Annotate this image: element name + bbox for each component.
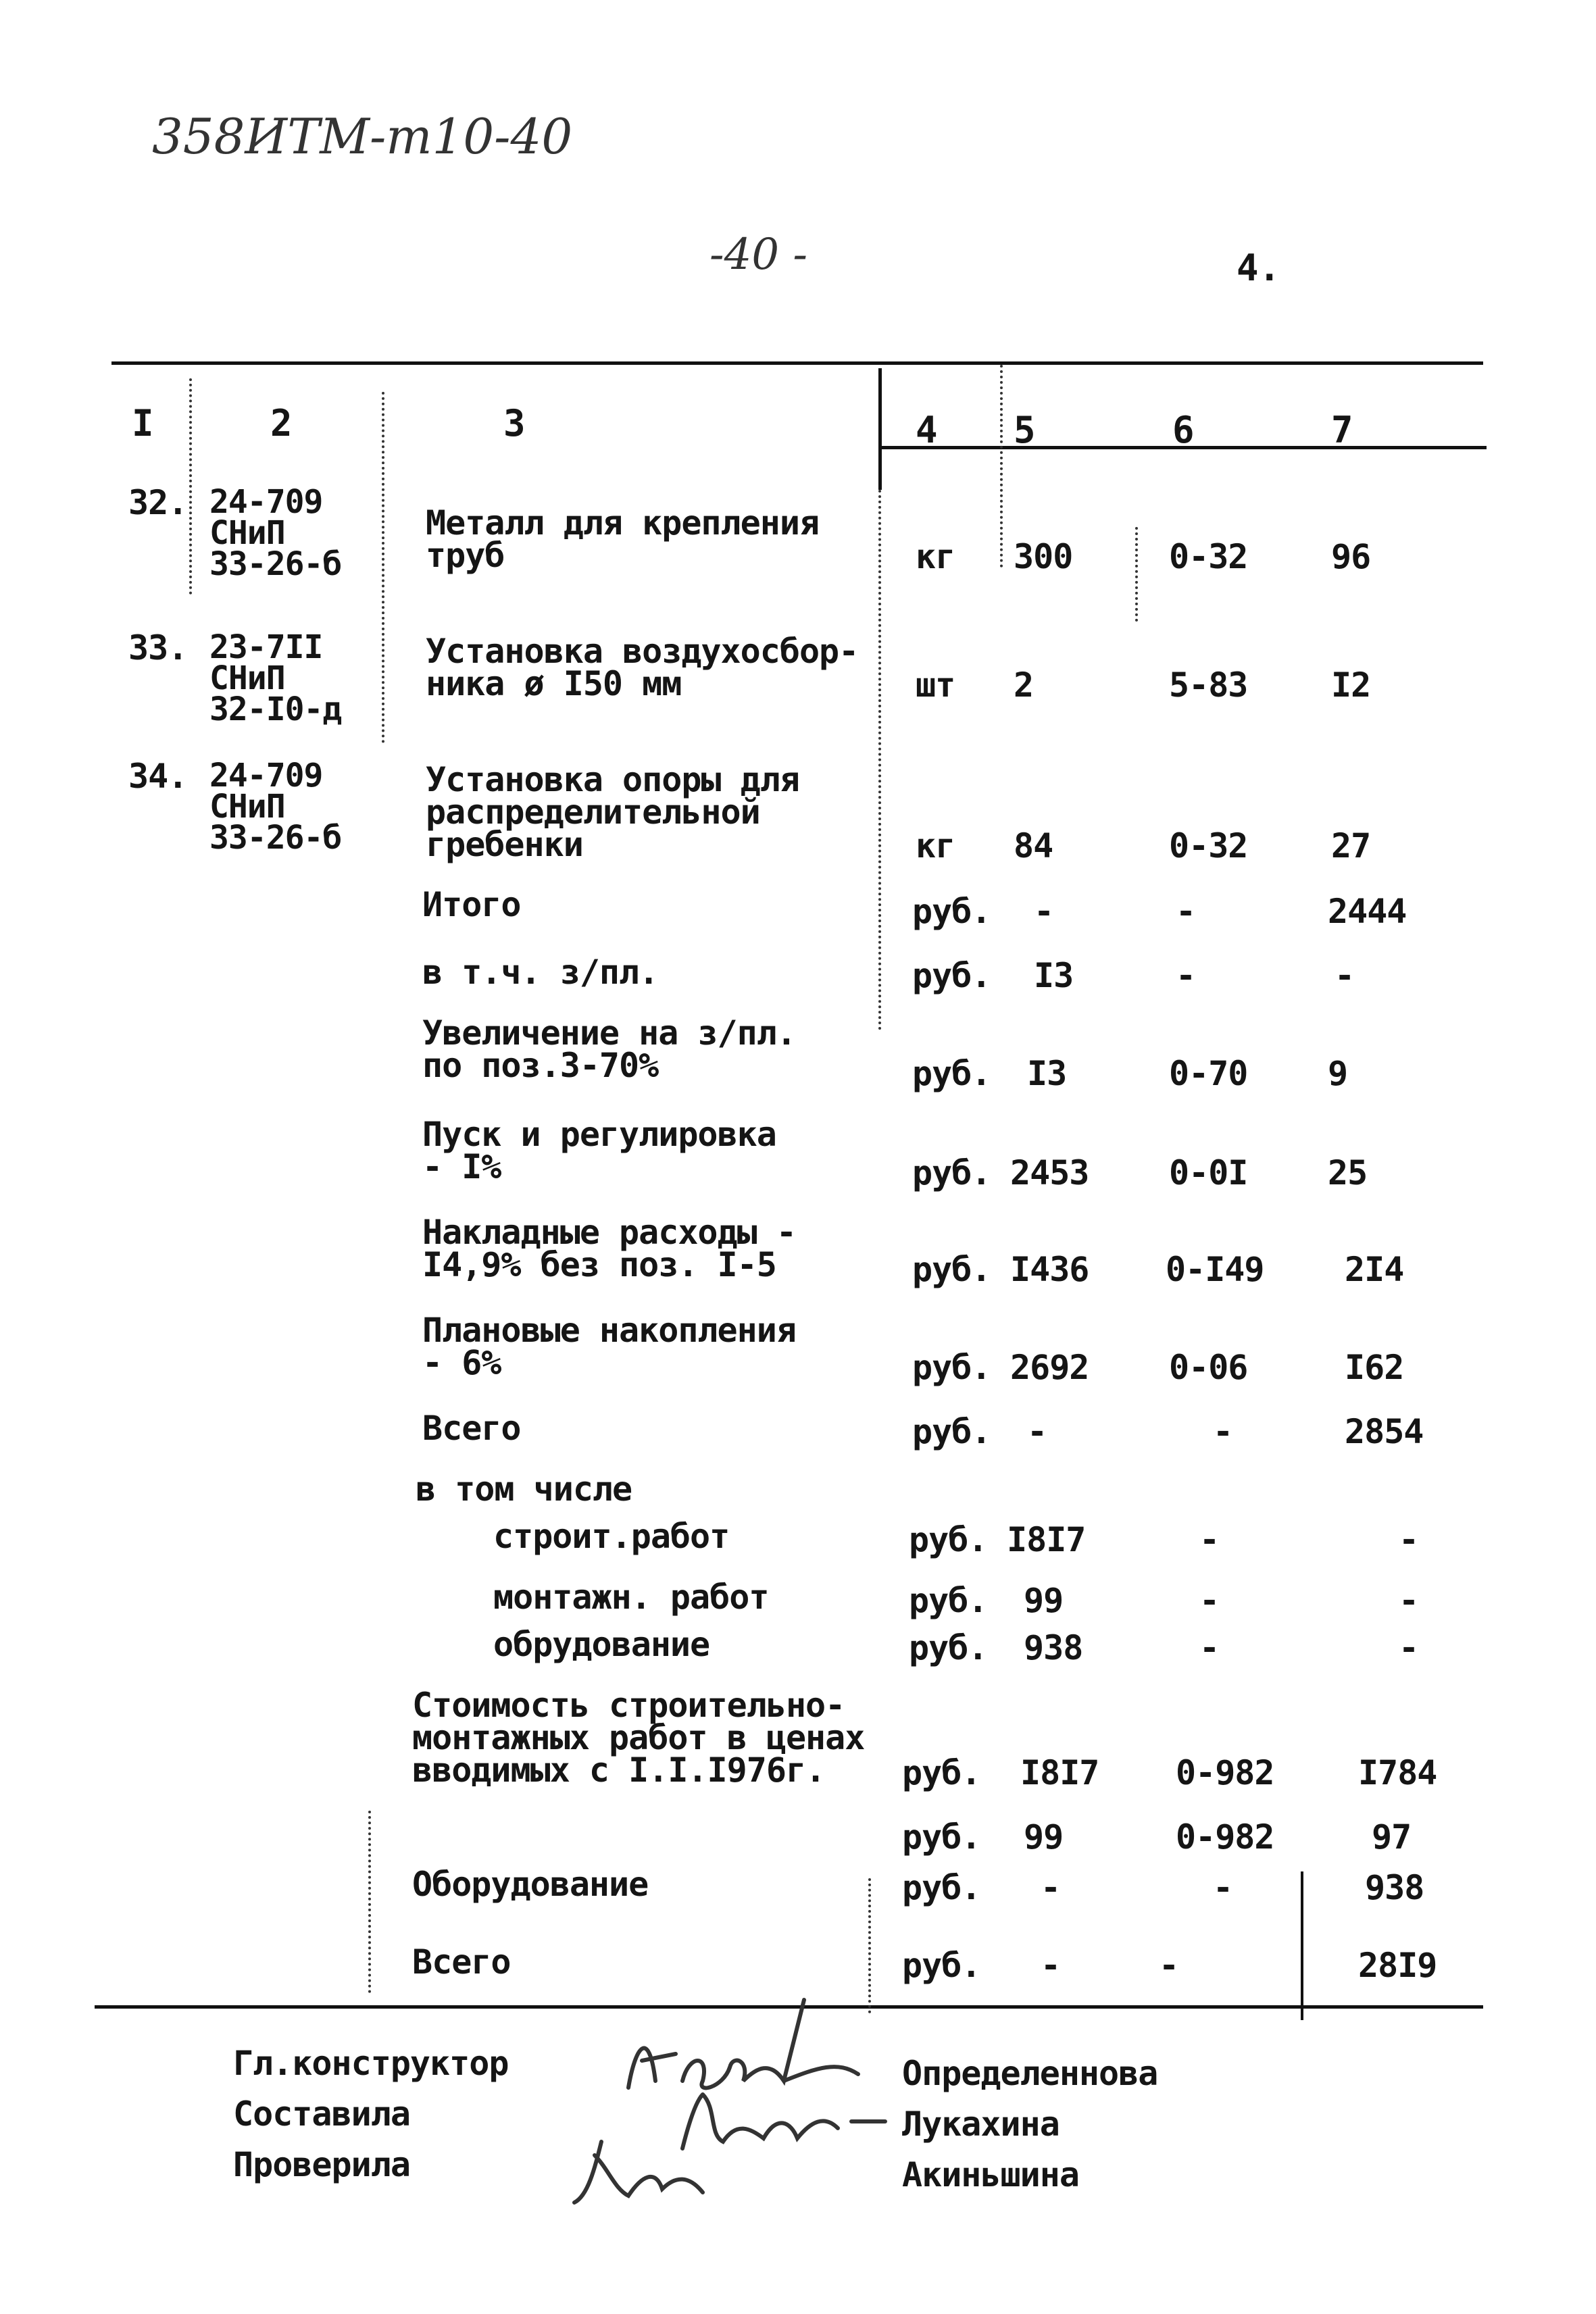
summary-label-line: Накладные расходы - — [422, 1213, 796, 1252]
signature-role: Проверила — [233, 2145, 410, 2184]
unit-price: 0-982 — [1176, 1753, 1274, 1792]
summary-label-line: монтажных работ в ценах — [412, 1718, 865, 1757]
unit-price: - — [1199, 1628, 1220, 1667]
column-header-5: 5 — [1014, 409, 1036, 451]
unit-price: - — [1199, 1581, 1220, 1620]
unit: руб. — [902, 1817, 981, 1857]
total: - — [1399, 1628, 1419, 1667]
total: I62 — [1345, 1348, 1404, 1387]
norm-code — [209, 757, 342, 857]
quantity: 300 — [1014, 537, 1073, 576]
norm-code-line: 23-7II — [209, 628, 323, 666]
norm-code-line: СНиП — [209, 788, 285, 826]
quantity: 84 — [1014, 826, 1053, 865]
unit: руб. — [912, 892, 991, 931]
quantity: - — [1027, 1412, 1047, 1451]
unit: руб. — [909, 1520, 988, 1559]
quantity: 2 — [1014, 665, 1034, 705]
summary-label-line: Пуск и регулировка — [422, 1115, 776, 1154]
norm-code-line: 32-I0-д — [209, 690, 342, 728]
unit: кг — [916, 537, 955, 576]
unit-price: - — [1176, 892, 1196, 931]
summary-label: в том числе — [416, 1469, 632, 1509]
top-rule — [111, 361, 1483, 365]
column-header-7: 7 — [1331, 409, 1353, 451]
signature-role: Составила — [233, 2094, 410, 2134]
unit: руб. — [912, 1348, 991, 1387]
item-name-line: Металл для крепления — [426, 503, 820, 543]
total: - — [1399, 1520, 1419, 1559]
unit-price: - — [1213, 1868, 1233, 1907]
unit-price: 0-0I — [1169, 1153, 1248, 1192]
total: I784 — [1358, 1753, 1437, 1792]
summary-label — [422, 1115, 776, 1186]
col-separator-2 — [382, 392, 384, 743]
total: - — [1399, 1581, 1419, 1620]
quantity: I8I7 — [1007, 1520, 1086, 1559]
summary-label: Всего — [422, 1409, 521, 1448]
total: 97 — [1372, 1817, 1412, 1857]
norm-code-line: 33-26-б — [209, 545, 342, 583]
quantity: - — [1034, 892, 1054, 931]
total: 27 — [1331, 826, 1371, 865]
unit: руб. — [902, 1946, 981, 1985]
unit-price: 0-982 — [1176, 1817, 1274, 1857]
total: 96 — [1331, 537, 1371, 576]
summary-label-line: вводимых с I.I.I976г. — [412, 1751, 826, 1790]
handwritten-signature-3 — [561, 2128, 737, 2216]
column-header-2: 2 — [270, 402, 293, 445]
summary-label: строит.работ — [493, 1517, 730, 1556]
item-name — [426, 503, 820, 575]
summary-label-line: Плановые накопления — [422, 1311, 796, 1350]
summary-label: обрудование — [493, 1625, 710, 1664]
summary-label-line: Стоимость строительно- — [412, 1686, 845, 1725]
column-header-4: 4 — [916, 409, 938, 451]
summary-label-line: - 6% — [422, 1343, 501, 1382]
total: 938 — [1365, 1868, 1424, 1907]
document-reference: 358ИТМ-т10-40 — [152, 108, 573, 165]
unit: кг — [916, 826, 955, 865]
norm-code-line: 33-26-б — [209, 819, 342, 857]
item-name-line: ника ø I50 мм — [426, 664, 682, 703]
quantity: I3 — [1027, 1054, 1067, 1093]
norm-code-line: 24-709 — [209, 757, 323, 795]
column-header-6: 6 — [1172, 409, 1195, 451]
summary-label-line: I4,9% без поз. I-5 — [422, 1245, 776, 1284]
row-number: 33. — [128, 628, 188, 668]
summary-label — [422, 1013, 796, 1085]
unit-price: - — [1199, 1520, 1220, 1559]
col-separator-4 — [1000, 365, 1003, 568]
total: 2I4 — [1345, 1250, 1404, 1289]
unit: руб. — [912, 1054, 991, 1093]
quantity: 99 — [1024, 1581, 1064, 1620]
total: 2444 — [1328, 892, 1407, 931]
col-separator-5 — [1135, 527, 1138, 622]
quantity: 2453 — [1010, 1153, 1089, 1192]
norm-code-line: СНиП — [209, 659, 285, 697]
total: 2854 — [1345, 1412, 1424, 1451]
unit: руб. — [902, 1753, 981, 1792]
unit-price: 0-06 — [1169, 1348, 1248, 1387]
column-header-1: I — [132, 402, 154, 445]
summary-label: монтажн. работ — [493, 1578, 769, 1617]
col-separator-1 — [189, 378, 192, 595]
summary-label-line: по поз.3-70% — [422, 1046, 659, 1085]
signature-name: Акиньшина — [902, 2155, 1079, 2194]
quantity: I8I7 — [1020, 1753, 1099, 1792]
row-number: 34. — [128, 757, 188, 796]
row-number: 32. — [128, 483, 188, 522]
total: 9 — [1328, 1054, 1348, 1093]
unit-price: 0-I49 — [1166, 1250, 1264, 1289]
col-separator-2b — [368, 1811, 371, 1993]
quantity: 938 — [1024, 1628, 1083, 1667]
unit-price: - — [1213, 1412, 1233, 1451]
unit-price: 0-32 — [1169, 537, 1248, 576]
norm-code-line: СНиП — [209, 514, 285, 552]
column-header-3: 3 — [503, 402, 526, 445]
item-name-line: Установка воздухосбор- — [426, 632, 859, 671]
unit: руб. — [912, 956, 991, 995]
summary-label: Оборудование — [412, 1865, 649, 1904]
norm-code — [209, 483, 342, 583]
summary-label-line: Увеличение на з/пл. — [422, 1013, 796, 1053]
summary-label: Всего — [412, 1942, 511, 1982]
unit: руб. — [912, 1412, 991, 1451]
item-name-line: гребенки — [426, 825, 583, 864]
total: I2 — [1331, 665, 1371, 705]
quantity: 99 — [1024, 1817, 1064, 1857]
item-name-line: распределительной — [426, 793, 760, 832]
item-name — [426, 632, 859, 703]
unit: руб. — [909, 1581, 988, 1620]
item-name-line: труб — [426, 536, 505, 575]
unit-price: 0-70 — [1169, 1054, 1248, 1093]
quantity: - — [1041, 1868, 1061, 1907]
unit: руб. — [912, 1153, 991, 1192]
unit-price: - — [1159, 1946, 1179, 1985]
signature-name: Лукахина — [902, 2105, 1059, 2144]
quantity: I436 — [1010, 1250, 1089, 1289]
unit-price: 5-83 — [1169, 665, 1248, 705]
quantity: - — [1041, 1946, 1061, 1985]
total: 25 — [1328, 1153, 1368, 1192]
col-separator-3 — [878, 368, 882, 490]
total: - — [1335, 956, 1355, 995]
norm-code — [209, 628, 342, 728]
unit: шт — [916, 665, 955, 705]
summary-label: в т.ч. з/пл. — [422, 953, 659, 992]
summary-label — [412, 1686, 865, 1790]
page-number: -40 - — [709, 230, 808, 280]
unit: руб. — [902, 1868, 981, 1907]
unit-price: 0-32 — [1169, 826, 1248, 865]
col-separator-3b — [878, 490, 881, 1030]
unit: руб. — [912, 1250, 991, 1289]
item-name — [426, 760, 799, 864]
norm-code-line: 24-709 — [209, 483, 323, 521]
unit: руб. — [909, 1628, 988, 1667]
summary-label-line: - I% — [422, 1147, 501, 1186]
signature-name: Определеннова — [902, 2054, 1158, 2093]
sheet-number: 4. — [1237, 247, 1281, 289]
col-separator-6 — [1301, 1871, 1303, 2020]
unit-price: - — [1176, 956, 1196, 995]
quantity: I3 — [1034, 956, 1074, 995]
signature-role: Гл.конструктор — [233, 2044, 509, 2083]
item-name-line: Установка опоры для — [426, 760, 799, 799]
quantity: 2692 — [1010, 1348, 1089, 1387]
summary-label: Итого — [422, 885, 521, 924]
total: 28I9 — [1358, 1946, 1437, 1985]
summary-label — [422, 1311, 796, 1382]
summary-label — [422, 1213, 796, 1284]
